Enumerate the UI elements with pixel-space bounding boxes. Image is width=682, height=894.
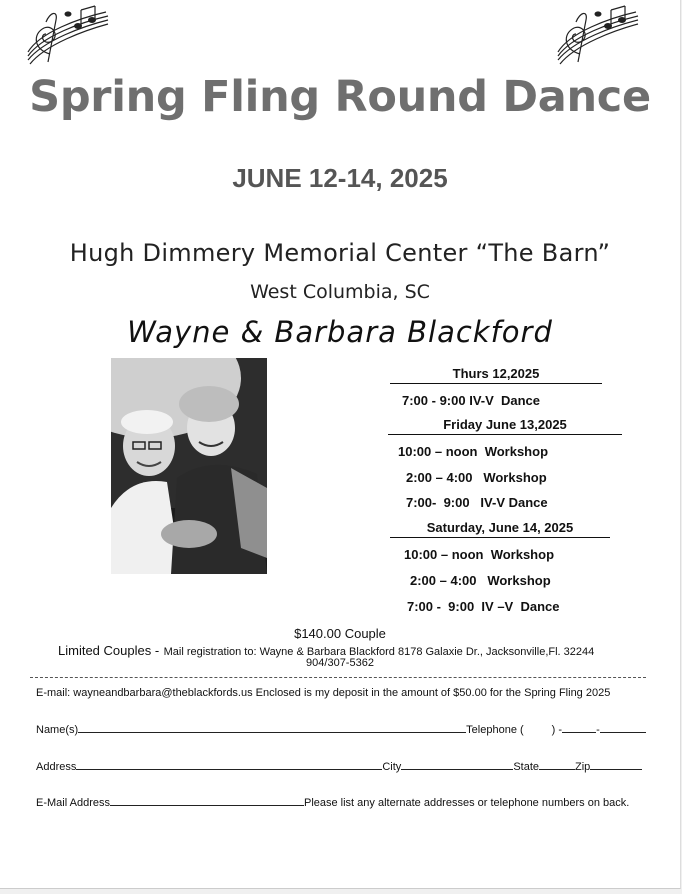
limited-couples: Limited Couples -: [58, 643, 160, 658]
event-dates: JUNE 12-14, 2025: [232, 163, 448, 193]
address-row: [36, 758, 642, 773]
city-label: City: [382, 761, 402, 773]
cut-line: [30, 677, 646, 678]
schedule-item: 10:00 – noon Workshop: [398, 444, 549, 459]
email-address-field[interactable]: [110, 794, 304, 806]
schedule-item: 7:00- 9:00 IV-V Dance: [406, 495, 548, 510]
alternate-note: Please list any alternate addresses or telephone numbers on back.: [303, 797, 630, 809]
telephone-prefix-field[interactable]: [562, 721, 596, 733]
music-clef-icon: [20, 4, 110, 66]
state-field[interactable]: [539, 758, 575, 770]
city-field[interactable]: [401, 758, 513, 770]
event-city: West Columbia, SC: [250, 281, 430, 303]
price: $140.00 Couple: [294, 626, 386, 641]
phone-number: 904/307-5362: [306, 657, 374, 669]
address-label: Address: [36, 761, 77, 773]
email-row: [36, 794, 629, 809]
telephone-number-field[interactable]: [600, 721, 646, 733]
thursday-heading: Thurs 12,2025: [390, 366, 602, 384]
schedule-item: 7:00 - 9:00 IV-V Dance: [402, 393, 541, 408]
schedule-item: 2:00 – 4:00 Workshop: [406, 470, 547, 485]
zip-field[interactable]: [590, 758, 642, 770]
schedule-item: 2:00 – 4:00 Workshop: [410, 573, 551, 588]
email-deposit-line: E-mail: wayneandbarbara@theblackfords.us Enclosed is my deposit in the amount of $50.00 for the Spring Fling 2025: [36, 687, 611, 699]
telephone-dash: -: [596, 724, 600, 736]
saturday-heading: Saturday, June 14, 2025: [390, 520, 610, 538]
email-address-label: E-Mail Address: [36, 797, 110, 809]
schedule-item: 10:00 – noon Workshop: [404, 547, 555, 562]
event-venue: Hugh Dimmery Memorial Center “The Barn”: [69, 239, 611, 267]
name-field[interactable]: [78, 721, 466, 733]
telephone-suffix: ) -: [551, 724, 563, 736]
zip-label: Zip: [575, 761, 591, 773]
music-clef-icon: [550, 4, 640, 66]
mail-address: Mail registration to: Wayne & Barbara Blackford 8178 Galaxie Dr., Jacksonville,Fl. 32244: [163, 646, 595, 658]
friday-heading: Friday June 13,2025: [388, 417, 622, 435]
address-field[interactable]: [76, 758, 382, 770]
name-row: [36, 721, 646, 736]
telephone-label: Telephone (: [466, 724, 524, 736]
name-label: Name(s): [36, 724, 79, 736]
couple-photo: [111, 358, 267, 574]
state-label: State: [513, 761, 539, 773]
event-callers: Wayne & Barbara Blackford: [127, 315, 553, 349]
schedule-item: 7:00 - 9:00 IV –V Dance: [407, 599, 560, 614]
event-title: Spring Fling Round Dance: [29, 72, 651, 122]
